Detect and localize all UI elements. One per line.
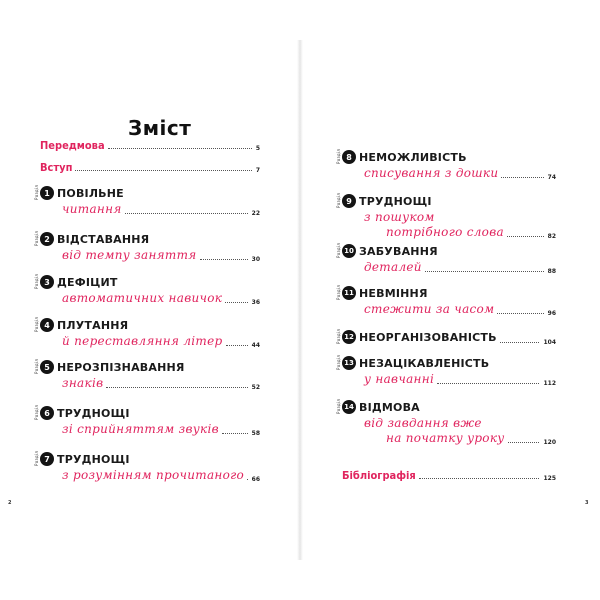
chapter-subtitle: у навчанні: [364, 372, 435, 386]
leader-dots: [200, 259, 248, 260]
chapter-subtitle: від темпу заняття: [62, 248, 197, 262]
page-number-right: 3: [585, 500, 589, 506]
leader-dots: [419, 478, 540, 479]
toc-page-number: 44: [251, 342, 260, 349]
chapter-subtitle: з розумінням прочитаного: [62, 468, 245, 482]
chapter-subtitle: списування з дошки: [364, 166, 499, 180]
chapter-side-tag: Розділ: [336, 148, 341, 164]
toc-page-number: 88: [547, 268, 556, 275]
leader-dots: [501, 177, 543, 178]
toc-page-number: 74: [547, 174, 556, 181]
chapter-subtitle: автоматичних навичок: [62, 291, 223, 305]
chapter-subtitle: й переставляння літер: [62, 334, 223, 348]
chapter-heading: ВІДМОВА: [359, 401, 420, 414]
chapter-side-tag: Розділ: [336, 242, 341, 258]
leader-dots: [425, 271, 544, 272]
toc-entry[interactable]: [40, 158, 260, 175]
chapter-number-badge: 8: [342, 150, 356, 164]
chapter-side-tag: Розділ: [34, 273, 39, 289]
chapter-heading: ТРУДНОЩІ: [57, 407, 130, 420]
toc-entry-label: Передмова: [40, 139, 105, 152]
toc-page-number: 112: [543, 380, 556, 387]
toc-page-number: 7: [255, 167, 260, 174]
chapter-heading: НЕЗАЦІКАВЛЕНІСТЬ: [359, 357, 490, 370]
chapter-number-badge: 9: [342, 194, 356, 208]
leader-dots: [226, 345, 248, 346]
chapter-heading: ВІДСТАВАННЯ: [57, 233, 150, 246]
page-title: Зміст: [128, 116, 192, 140]
chapter-number-badge: 10: [342, 244, 356, 258]
leader-dots: [500, 342, 540, 343]
chapter-heading: ТРУДНОЩІ: [57, 453, 130, 466]
leader-dots: [222, 433, 248, 434]
chapter-number-badge: 14: [342, 400, 356, 414]
chapter-heading: ТРУДНОЩІ: [359, 195, 432, 208]
toc-page-number: 120: [543, 439, 556, 446]
chapter-side-tag: Розділ: [336, 354, 341, 370]
chapter-side-tag: Розділ: [34, 230, 39, 246]
leader-dots: [108, 148, 252, 149]
leader-dots: [508, 442, 540, 443]
leader-dots: [437, 383, 539, 384]
toc-page-number: 125: [543, 475, 556, 482]
chapter-number-badge: 7: [40, 452, 54, 466]
chapter-side-tag: Розділ: [34, 184, 39, 200]
leader-dots: [497, 313, 543, 314]
chapter-subtitle: зі сприйняттям звуків: [62, 422, 219, 436]
leader-dots: [106, 387, 247, 388]
chapter-heading: НЕМОЖЛИВІСТЬ: [359, 151, 467, 164]
chapter-number-badge: 5: [40, 360, 54, 374]
chapter-number-badge: 3: [40, 275, 54, 289]
toc-page-number: 58: [251, 430, 260, 437]
chapter-number-badge: 6: [40, 406, 54, 420]
book-gutter: [297, 40, 303, 560]
toc-page-number: 52: [251, 384, 260, 391]
chapter-heading: ДЕФІЦИТ: [57, 276, 118, 289]
chapter-subtitle: стежити за часом: [364, 302, 495, 316]
chapter-number-badge: 13: [342, 356, 356, 370]
chapter-heading: ПЛУТАННЯ: [57, 319, 129, 332]
chapter-number-badge: 4: [40, 318, 54, 332]
leader-dots: [247, 479, 248, 480]
chapter-subtitle: від завдання вже: [364, 416, 482, 430]
chapter-side-tag: Розділ: [34, 404, 39, 420]
toc-page-number: 36: [251, 299, 260, 306]
chapter-subtitle: читання: [62, 202, 122, 216]
chapter-subtitle: з пошуком: [364, 210, 435, 224]
toc-entry-label: Вступ: [40, 161, 73, 174]
chapter-heading: НЕРОЗПІЗНАВАННЯ: [57, 361, 185, 374]
toc-page-number: 30: [251, 256, 260, 263]
toc-page-number: 104: [543, 339, 556, 346]
chapter-number-badge: 11: [342, 286, 356, 300]
chapter-subtitle: знаків: [62, 376, 104, 390]
chapter-side-tag: Розділ: [34, 316, 39, 332]
chapter-side-tag: Розділ: [34, 450, 39, 466]
toc-page-number: 96: [547, 310, 556, 317]
chapter-heading: НЕВМІННЯ: [359, 287, 428, 300]
leader-dots: [507, 236, 544, 237]
chapter-side-tag: Розділ: [336, 398, 341, 414]
chapter-subtitle: деталей: [364, 260, 422, 274]
toc-page-number: 66: [251, 476, 260, 483]
toc-entry[interactable]: [40, 136, 260, 153]
leader-dots: [125, 213, 248, 214]
chapter-number-badge: 2: [40, 232, 54, 246]
chapter-heading: НЕОРГАНІЗОВАНІСТЬ: [359, 331, 497, 344]
page-number-left: 2: [8, 500, 12, 506]
chapter-subtitle: потрібного слова: [386, 225, 504, 239]
chapter-side-tag: Розділ: [34, 358, 39, 374]
leader-dots: [225, 302, 247, 303]
leader-dots: [75, 170, 251, 171]
toc-page-number: 82: [547, 233, 556, 240]
right-page: [301, 0, 600, 600]
chapter-side-tag: Розділ: [336, 192, 341, 208]
toc-page-number: 22: [251, 210, 260, 217]
chapter-number-badge: 1: [40, 186, 54, 200]
toc-page-number: 5: [255, 145, 260, 152]
chapter-number-badge: 12: [342, 330, 356, 344]
toc-entry-label: Бібліографія: [342, 469, 416, 482]
chapter-heading: ПОВІЛЬНЕ: [57, 187, 124, 200]
chapter-side-tag: Розділ: [336, 328, 341, 344]
chapter-subtitle: на початку уроку: [386, 431, 505, 445]
chapter-side-tag: Розділ: [336, 284, 341, 300]
toc-entry[interactable]: [342, 466, 556, 483]
chapter-heading: ЗАБУВАННЯ: [359, 245, 438, 258]
